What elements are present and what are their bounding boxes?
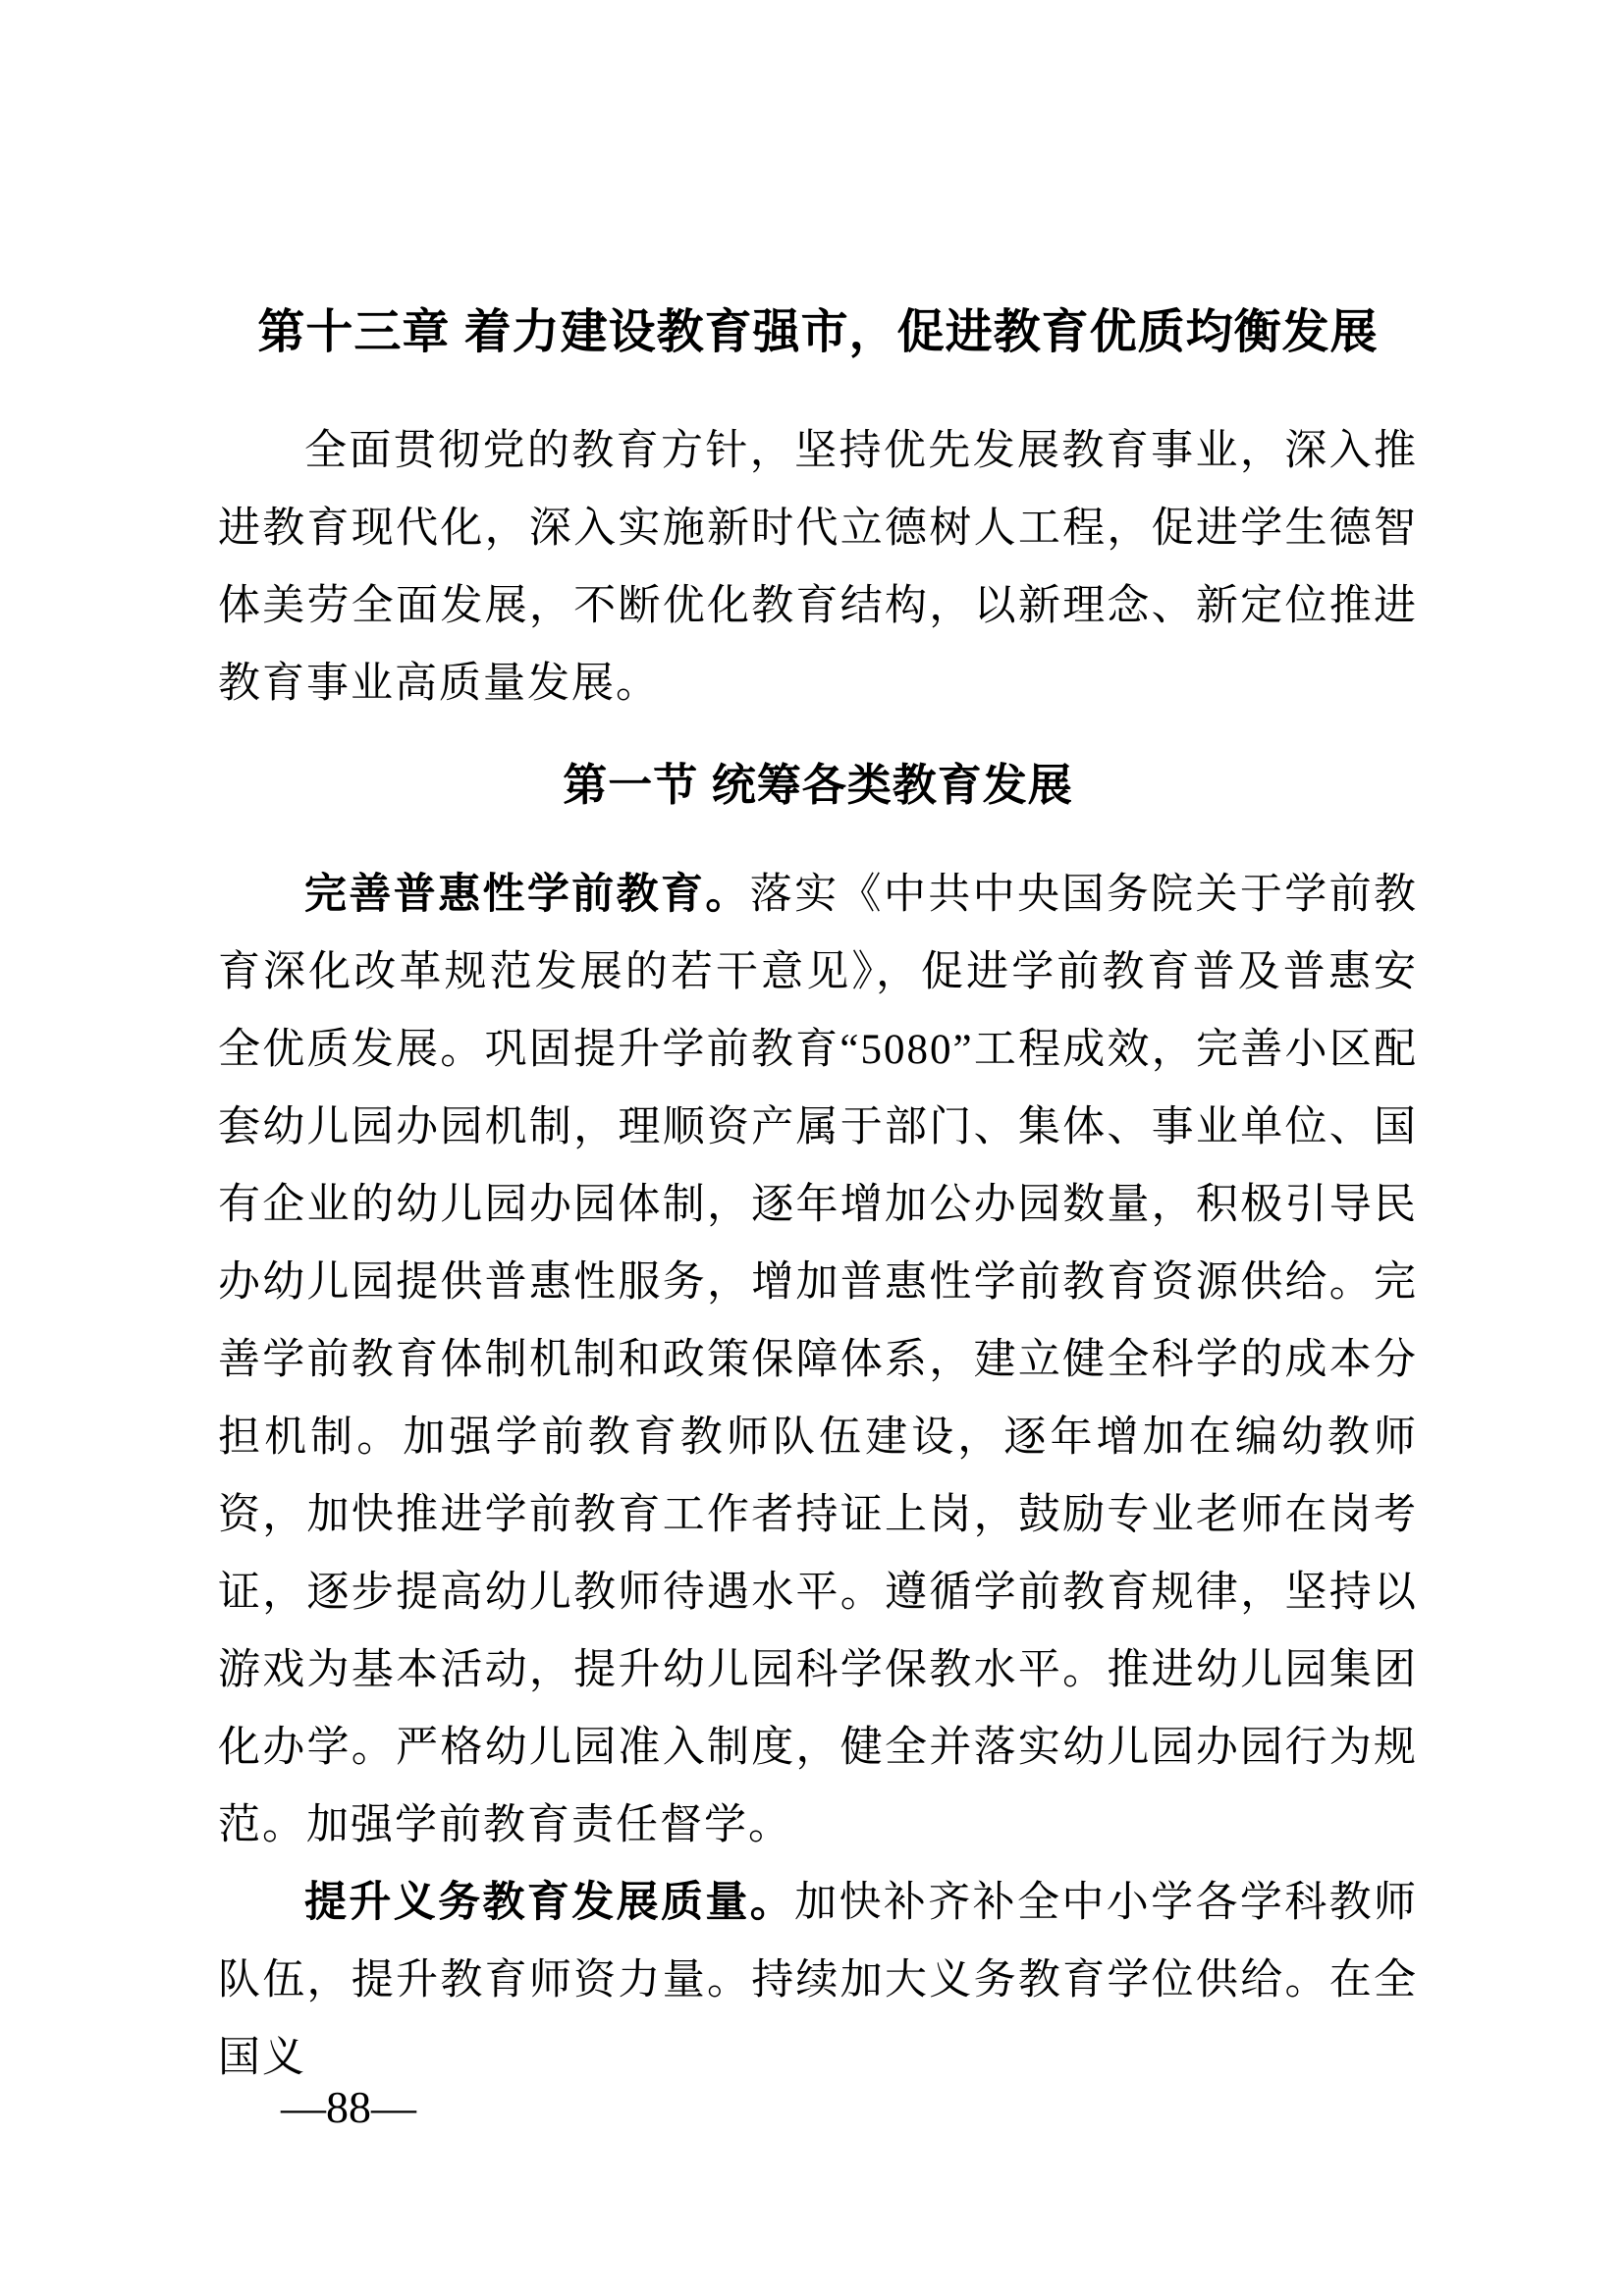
- paragraph-preschool-lead: 完善普惠性学前教育。: [304, 871, 750, 918]
- paragraph-compulsory-education-body: 加快补齐补全中小学各学科教师队伍，提升教育师资力量。持续加大义务教育学位供给。在全国义: [218, 1880, 1418, 2081]
- chapter-title: 第十三章 着力建设教育强市，促进教育优质均衡发展: [257, 306, 1379, 358]
- paragraph-compulsory-education-lead: 提升义务教育发展质量。: [304, 1879, 795, 1926]
- paragraph-preschool-body: 落实《中共中央国务院关于学前教育深化改革规范发展的若干意见》，促进学前教育普及普惠安全优质发展。巩固提升学前教育“5080”工程成效，完善小区配套幼儿园办园机制，理顺资产属于部门、集体、事业单位、国有企业的幼儿园办园体制，逐年增加公办园数量，积极引导民办幼儿园提供普惠性服务，增加普惠性学前教育资源供给。完善学前教育体制机制和政策保障体系，建立健全科学的成本分担机制。加强学前教育教师队伍建设，逐年增加在编幼教师资，加快推进学前教育工作者持证上岗，鼓励专业老师在岗考证，逐步提高幼儿教师待遇水平。遵循学前教育规律，坚持以游戏为基本活动，提升幼儿园科学保教水平。推进幼儿园集团化办学。严格幼儿园准入制度，健全并落实幼儿园办园行为规范。加强学前教育责任督学。: [218, 872, 1418, 1848]
- paragraph-compulsory-education: [218, 1864, 1418, 2097]
- paragraph-preschool: [218, 856, 1418, 1864]
- section-heading: 第一节 统筹各类教育发展: [563, 760, 1073, 810]
- page-number: —88—: [281, 2082, 416, 2132]
- page-content: [218, 0, 1418, 2097]
- intro-paragraph: 全面贯彻党的教育方针，坚持优先发展教育事业，深入推进教育现代化，深入实施新时代立德树人工程，促进学生德智体美劳全面发展，不断优化教育结构，以新理念、新定位推进教育事业高质量发展。: [218, 428, 1418, 707]
